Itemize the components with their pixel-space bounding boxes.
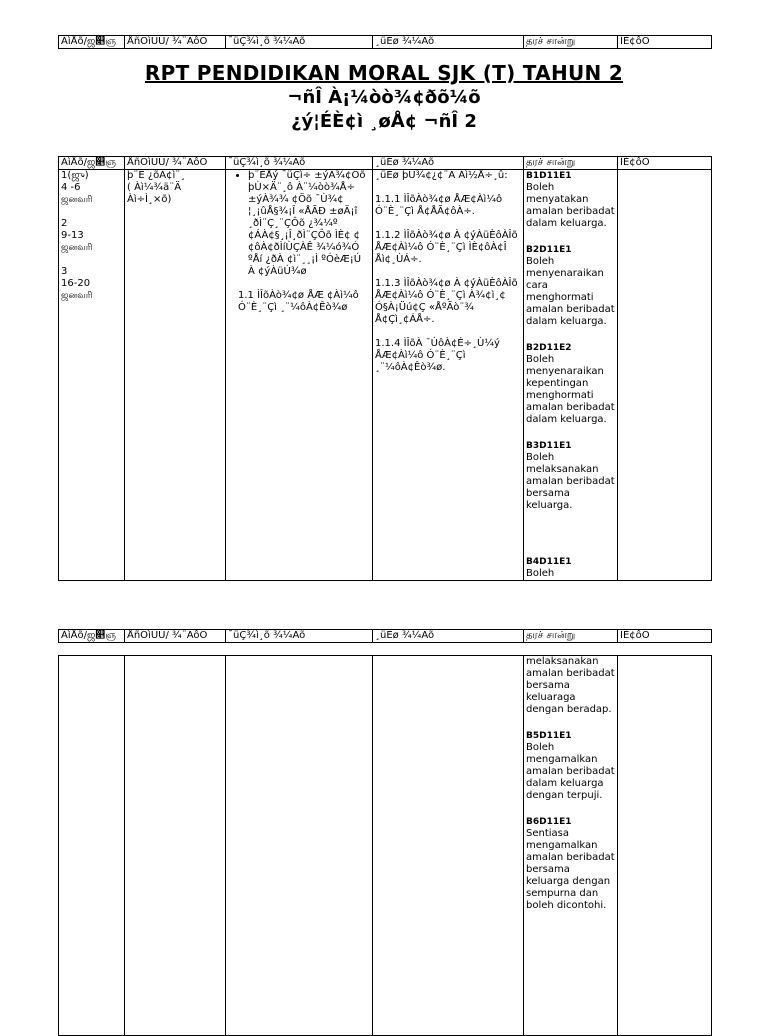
header-notes: ÌÈ¢ôÒ	[618, 630, 712, 643]
header-standard: தரச் சான்று	[524, 157, 618, 170]
learning-item: 1.1.3 ÌÎõÀò¾¢ø À ¢ýÀüÈôÀÎõ ÅÆ¢Àì¼ô Ó¨È¸¨Çì À¾¢ì¸¢ Ó§À¡Üú¢Ç «ÅºÃò¨¾ Å¢Çì¸¢ÁÅ÷.	[375, 278, 518, 325]
continuation-table	[58, 655, 712, 1036]
header-learning: ¸üÈø ¾¼Äõ	[373, 36, 524, 49]
learning-item: 1.1.4 ÌÎõÀ ¯ÚôÀ¢É÷¸Ù¼ý ÅÆ¢Àì¼ô Ó¨È¸¨Çì ¸¨¼ôÀ¢Êò¾ø.	[375, 338, 500, 373]
standard-item: B6D11E1 Sentiasa mengamalkan amalan beribadat bersama keluarga dengan sempurna dan boleh dicontohi.	[526, 817, 615, 911]
header-week: ÀìÅõ/ஜ௅ஞ	[59, 157, 125, 170]
header-row-bottom	[58, 629, 712, 643]
header-content: ¯üÇ¾ì¸õ ¾¼Äõ	[226, 157, 373, 170]
header-row-top	[58, 35, 712, 49]
content-cell	[226, 656, 373, 1036]
header-week: ÀìÅõ/ஜ௅ஞ	[59, 630, 125, 643]
main-table	[58, 156, 712, 581]
learning-header: ¸üÈø þÚ¾¢¿¢¨Ä Áì½Å÷¸û:	[375, 170, 508, 181]
header-content: ¯üÇ¾ì¸õ ¾¼Äõ	[226, 630, 373, 643]
page-title: RPT PENDIDIKAN MORAL SJK (T) TAHUN 2	[144, 61, 624, 85]
content-cell	[226, 170, 373, 581]
learning-item: 1.1.2 ÌÎõÀò¾¢ø À ¢ýÀüÈôÀÎõ ÅÆ¢Àì¼ô Ó¨È¸¨Çì ÌÈ¢ôÀ¢Î Åì¢¸ÙÁ÷.	[375, 230, 518, 265]
header-learning: ¸üÈø ¾¼Äõ	[373, 630, 524, 643]
header-week: ÀìÅõ/ஜ௅ஞ	[59, 36, 125, 49]
standard-item: melaksanakan amalan beribadat bersama keluaraga dengan beradap.	[526, 656, 615, 715]
week-1: 1(ஜு) 4 -6 ஜனவரி	[61, 170, 93, 205]
page-subtitle-1: ¬ñÎ À¡¼òò¾¢ðõ¼õ	[287, 87, 481, 108]
notes-cell	[618, 170, 712, 581]
header-content: ¯üÇ¾ì¸õ ¾¼Äõ	[226, 36, 373, 49]
learning-item: 1.1.1 ÌÎõÀò¾¢ø ÅÆ¢Àì¼ô Ó¨È¸¨Çì Å¢ÅÃ¢ôÀ÷.	[375, 194, 503, 217]
standard-item: B4D11E1 Boleh	[526, 557, 572, 579]
week-2: 2 9-13 ஜனவரி	[61, 218, 93, 253]
header-standard: தரச் சான்று	[524, 36, 618, 49]
standard-item: B1D11E1 Boleh menyatakan amalan beribadat dalam keluarga.	[526, 171, 615, 229]
theme-cell	[125, 656, 226, 1036]
header-theme: ÅñÒìÙÙ/ ¾¨ÄôÒ	[125, 157, 226, 170]
standard-item: B2D11E1 Boleh menyenaraikan cara menghormati amalan beribadat dalam keluarga.	[526, 245, 615, 327]
week-cell	[59, 656, 125, 1036]
content-bullet: • þ¨ÈÅý ¯üÇì÷ ±ýÀ¾¢Õõ þÙ×Ä¨¸ô À¨¼òò¾Å÷ ±ýÀ¾¾ ¢Öõ ¯Ù¾¢ ¦¸¡ûÅ§¾¡Î «ÅÃÐ ±øÄ¡î ¸ðÌ¨Ç¸¨ÇÔõ ¿¾¼º ¢ÁÀ¢§¸¡Î¸ðÌ¨ÇÔõ ÌÈ¢ ¢¢ôÀ¢ðÌíÙÇÀÊ ¾¼ó¾Ó ºÅí ¿ðÀ ¢ì¨¸¸¡Ì ºÓèÆ¡Ú À ¢ýÀüÚ¾ø	[248, 170, 370, 278]
standards-cell	[524, 656, 618, 1036]
header-notes: ÌÈ¢ôÒ	[618, 36, 712, 49]
content-sub: 1.1 ÌÎõÀò¾¢ø ÅÆ ¢Àì¼ô Ó¨È¸¨Çì ¸¨¼ôÀ¢Êò¾ø	[238, 290, 359, 313]
week-3: 3 16-20 ஜனவரி	[61, 266, 93, 301]
learning-cell	[373, 170, 524, 581]
content-list	[228, 170, 370, 278]
header-learning: ¸üÈø ¾¼Äõ	[373, 157, 524, 170]
title-block	[0, 60, 768, 134]
standard-item: B3D11E1 Boleh melaksanakan amalan beribadat bersama keluarga.	[526, 441, 615, 511]
page-subtitle-2: ¿ý¦ÉÈ¢ì ¸øÅ¢ ¬ñÎ 2	[291, 111, 477, 132]
standard-item: B2D11E2 Boleh menyenaraikan kepentingan menghormati amalan beribadat dalam keluarga.	[526, 343, 615, 425]
header-notes: ÌÈ¢ôÒ	[618, 157, 712, 170]
learning-cell	[373, 656, 524, 1036]
week-cell	[59, 170, 125, 581]
header-theme: ÅñÒìÙÙ/ ¾¨ÄôÒ	[125, 630, 226, 643]
standards-cell	[524, 170, 618, 581]
notes-cell	[618, 656, 712, 1036]
theme-cell: þ¨È ¿õÀ¢ì¨¸ ( Àì¼¾ä¨Ä Àì÷Ì¸×õ)	[125, 170, 226, 581]
standard-item: B5D11E1 Boleh mengamalkan amalan beribadat dalam keluarga dengan terpuji.	[526, 731, 615, 801]
header-standard: தரச் சான்று	[524, 630, 618, 643]
header-theme: ÅñÒìÙÙ/ ¾¨ÄôÒ	[125, 36, 226, 49]
